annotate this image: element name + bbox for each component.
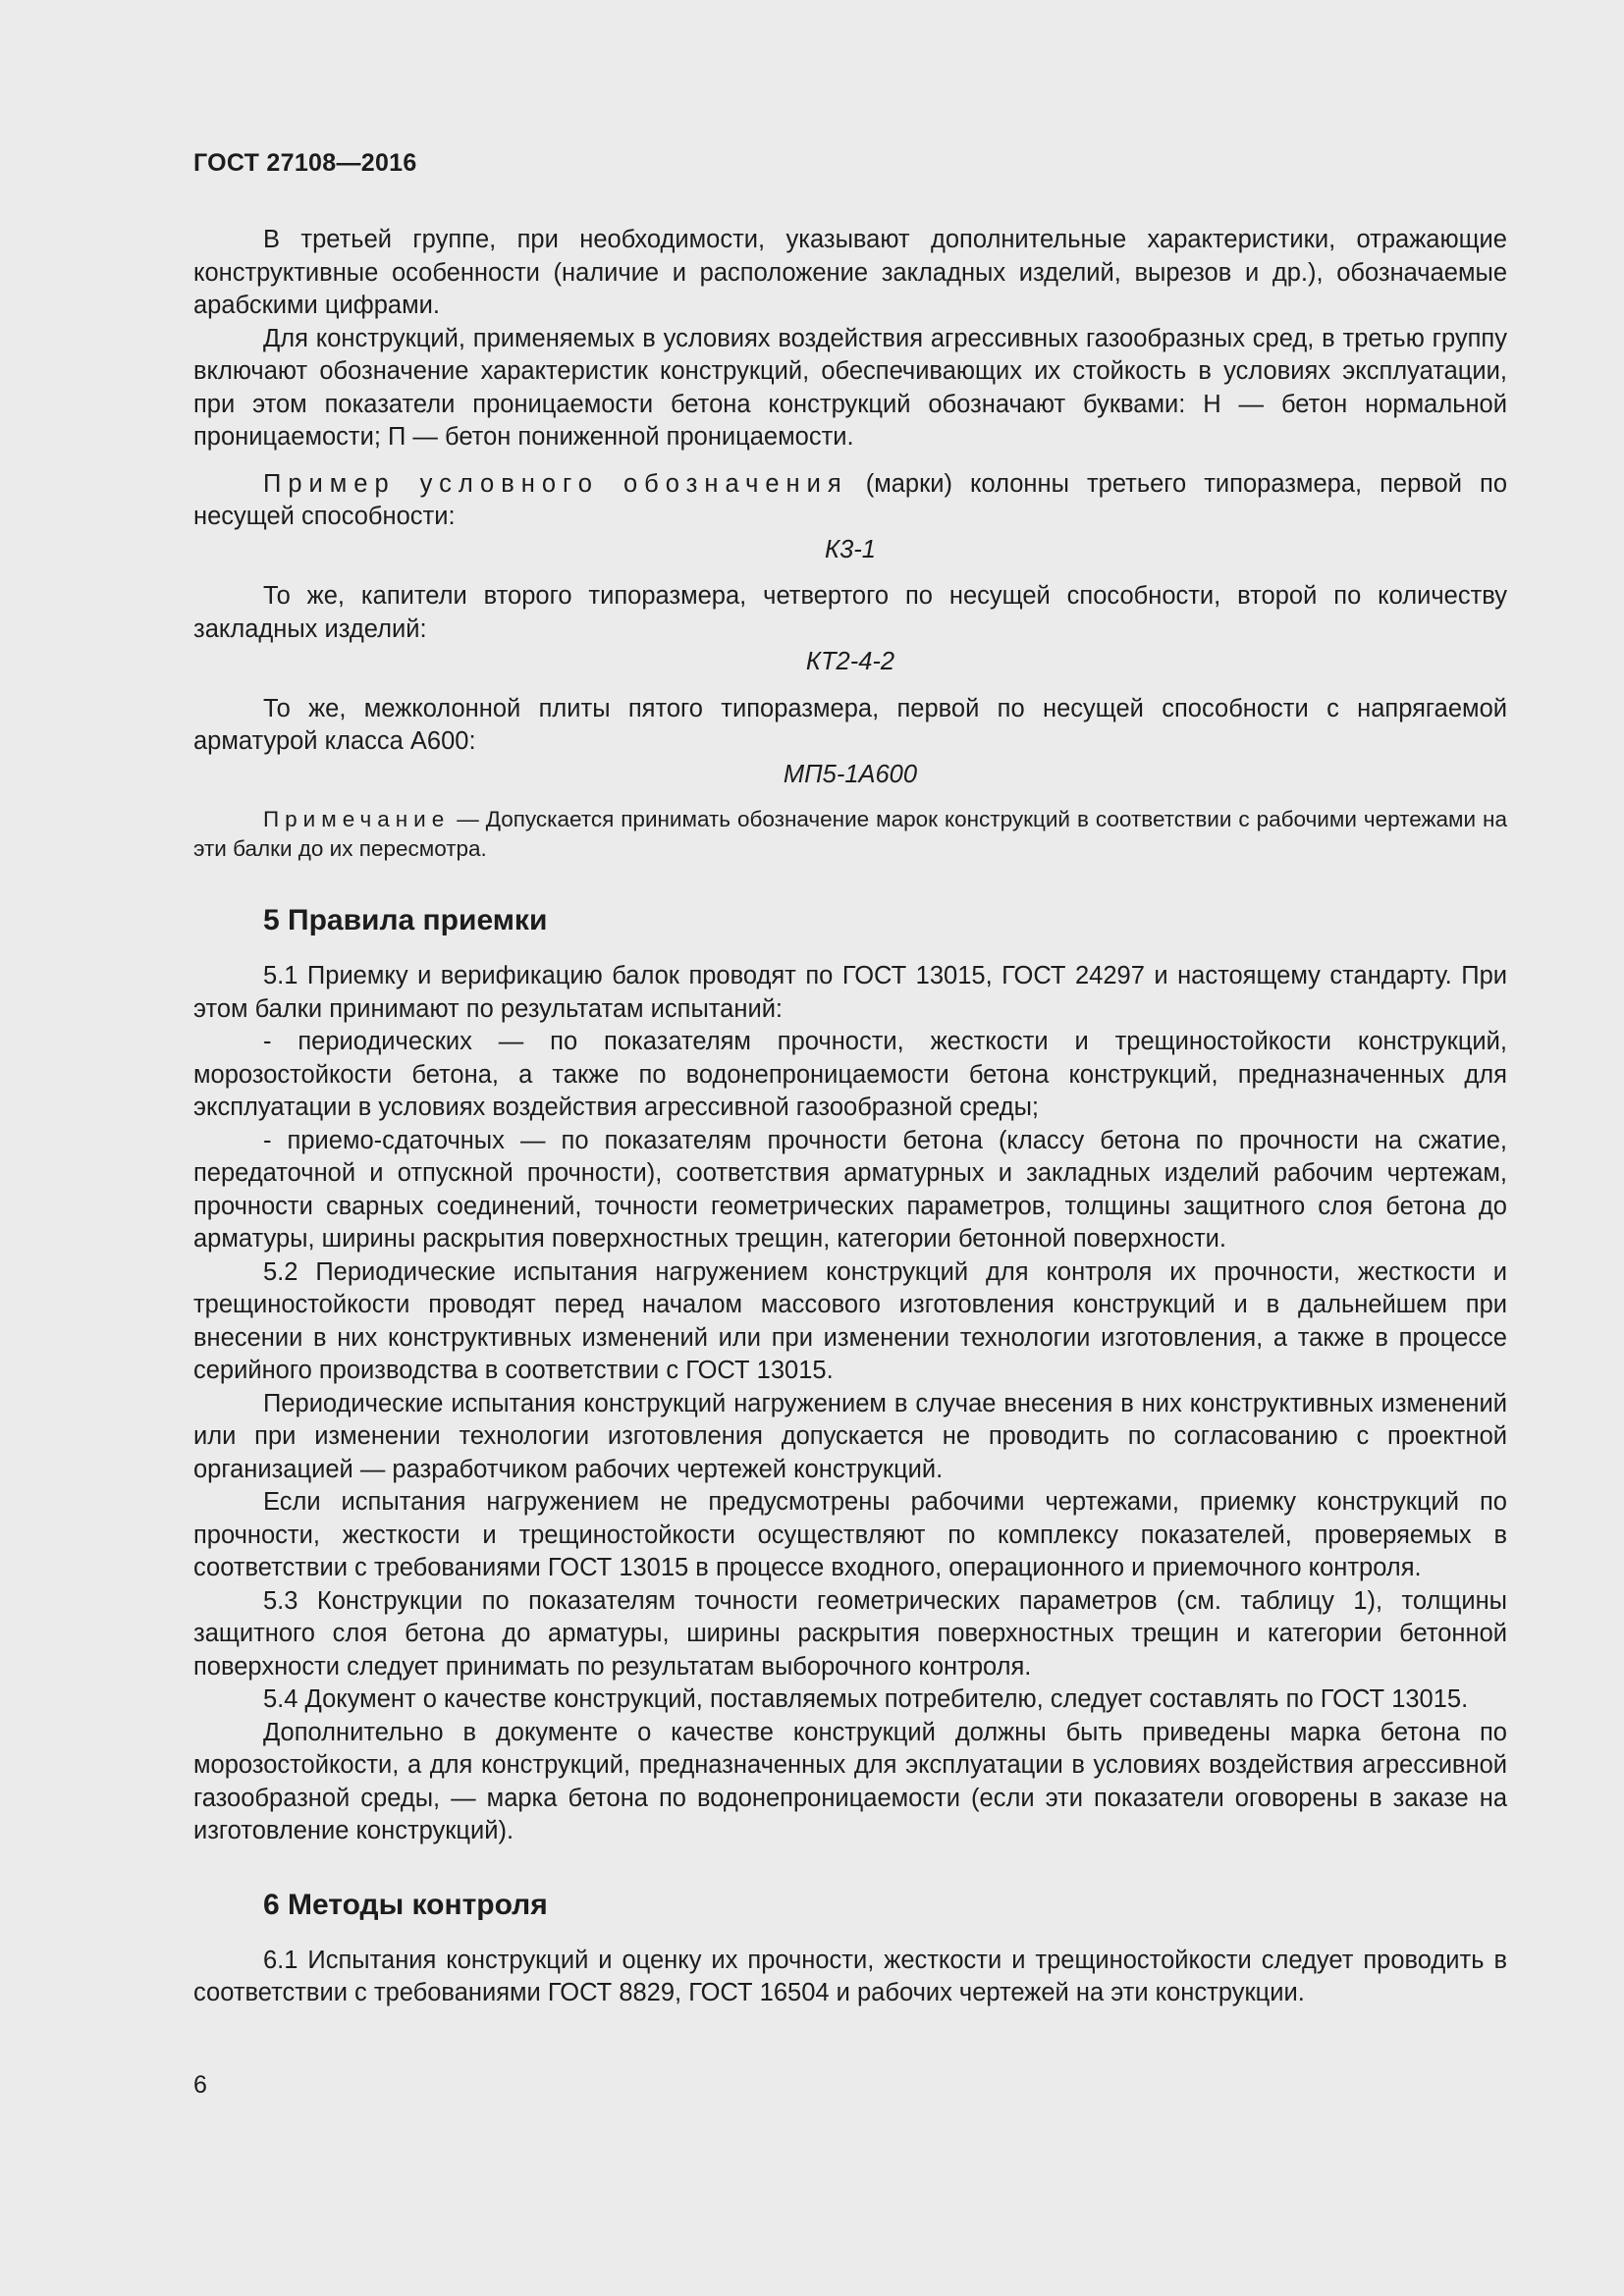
paragraph-5-4: 5.4 Документ о качестве конструкций, поставляемых потребителю, следует составлять по ГОСТ 13015. [263,1685,1469,1713]
section-5-heading: 5 Правила приемки [263,904,548,936]
note-text: — Допускается принимать обозначение марок конструкций в соответствии с рабочими чертежами на эти балки до их пересмотра. [193,807,1507,861]
paragraph-5-4-b: Дополнительно в документе о качестве конструкций должны быть приведены марка бетона по морозостойкости, а для конструкций, предназначенных для эксплуатации в условиях воздействия агрессивной газообразной среды, — марка бетона по водонепроницаемости (если эти показатели оговорены в заказе на изготовление конструкций). [193,1718,1507,1844]
paragraph-5-2-c: Если испытания нагружением не предусмотрены рабочими чертежами, приемку конструкций по прочности, жесткости и трещиностойкости осуществляют по комплексу показателей, проверяемых в соответствии с требованиями ГОСТ 13015 в процессе входного, операционного и приемочного контроля. [193,1488,1507,1581]
formula-k3-1: К3-1 [825,535,876,563]
document-body [193,224,1507,2010]
intro-paragraph-4: То же, межколонной плиты пятого типоразмера, первой по несущей способности с напрягаемой арматурой класса А600: [193,694,1507,755]
example-paragraph [193,468,1507,534]
section-6-heading: 6 Методы контроля [263,1888,548,1921]
document-header: ГОСТ 27108—2016 [193,149,417,177]
intro-paragraph-2: Для конструкций, применяемых в условиях воздействия агрессивных газообразных сред, в третью группу включают обозначение характеристик конструкций, обеспечивающих их стойкость в условиях эксплуатации, при этом показатели проницаемости бетона конструкций обозначают буквами: Н — бетон нормальной проницаемости; П — бетон пониженной проницаемости. [193,324,1507,451]
intro-paragraph-1: В третьей группе, при необходимости, указывают дополнительные характеристики, отражающие конструктивные особенности (наличие и расположение закладных изделий, вырезов и др.), обозначаемые арабскими цифрами. [193,226,1507,319]
paragraph-5-3: 5.3 Конструкции по показателям точности геометрических параметров (см. таблицу 1), толщины защитного слоя бетона до арматуры, ширины раскрытия поверхностных трещин и категории бетонной поверхности следует принимать по результатам выборочного контроля. [193,1586,1507,1681]
note-paragraph [193,805,1507,864]
list-item-acceptance: - приемо-сдаточных — по показателям прочности бетона (классу бетона по прочности на сжатие, передаточной и отпускной прочности), соответствия арматурных и закладных изделий рабочим чертежам, прочности сварных соединений, точности геометрических параметров, толщины защитного слоя бетона до арматуры, ширины раскрытия поверхностных трещин, категории бетонной поверхности. [193,1126,1507,1253]
intro-paragraph-3: То же, капители второго типоразмера, четвертого по несущей способности, второй по количеству закладных изделий: [193,582,1507,643]
example-label: Пример условного обозначения [263,469,848,498]
note-label: Примечание [263,807,451,831]
example-text: (марки) колонны третьего типоразмера, первой по несущей способности: [193,469,1507,530]
paragraph-6-1: 6.1 Испытания конструкций и оценку их прочности, жесткости и трещиностойкости следует проводить в соответствии с требованиями ГОСТ 8829, ГОСТ 16504 и рабочих чертежей на эти конструкции. [193,1946,1507,2006]
formula-kt2-4-2: КТ2-4-2 [805,648,895,675]
list-item-periodic: - периодических — по показателям прочности, жесткости и трещиностойкости конструкций, морозостойкости бетона, а также по водонепроницаемости бетона конструкций, предназначенных для эксплуатации в условиях воздействия агрессивной газообразной среды; [193,1028,1507,1121]
page-number: 6 [193,2071,207,2099]
paragraph-5-1: 5.1 Приемку и верификацию балок проводят по ГОСТ 13015, ГОСТ 24297 и настоящему стандарту. При этом балки принимают по результатам испытаний: [193,962,1507,1023]
paragraph-5-2-b: Периодические испытания конструкций нагружением в случае внесения в них конструктивных изменений или при изменении технологии изготовления допускается не проводить по согласованию с проектной организацией — разработчиком рабочих чертежей конструкций. [193,1389,1507,1483]
paragraph-5-2: 5.2 Периодические испытания нагружением конструкций для контроля их прочности, жесткости и трещиностойкости проводят перед началом массового изготовления конструкций и в дальнейшем при внесении в них конструктивных изменений или при изменении технологии изготовления, а также в процессе серийного производства в соответствии с ГОСТ 13015. [193,1257,1507,1384]
formula-mp5-1a600: МП5-1А600 [783,760,918,788]
